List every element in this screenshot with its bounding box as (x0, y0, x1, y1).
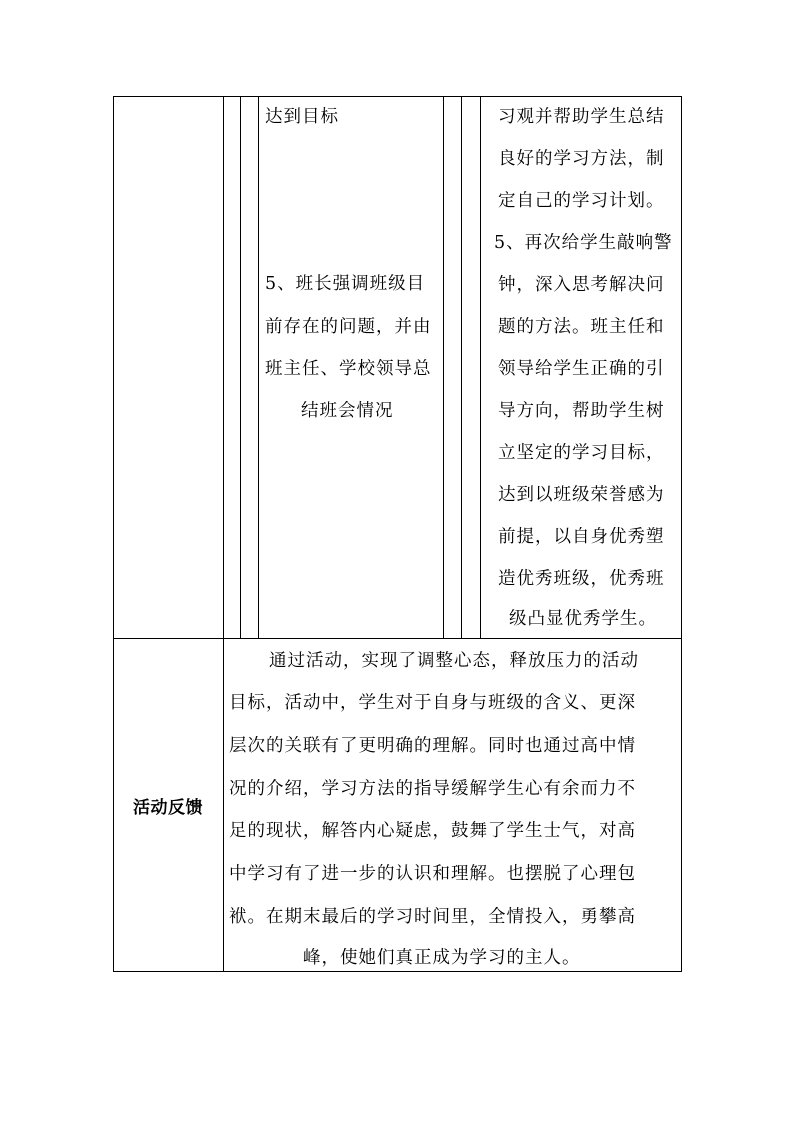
intent-cell (488, 96, 678, 638)
intent-line: 造优秀班级，优秀班 (498, 569, 665, 589)
intent-line: 领导给学生正确的引 (498, 359, 665, 379)
intent-line: 立坚定的学习目标， (498, 443, 665, 463)
feedback-content (229, 638, 677, 972)
feedback-line: 中学习有了进一步的认识和理解。也摆脱了心理包 (229, 864, 636, 884)
intent-line: 习观并帮助学生总结 (498, 107, 665, 127)
activity-table (113, 96, 682, 972)
intent-line: 达到以班级荣誉感为 (498, 485, 665, 505)
intent-line: 5、再次给学生敲响警 (494, 233, 673, 253)
feedback-line: 通过活动，实现了调整心态，释放压力的活动 (269, 651, 639, 671)
col-divider-1 (223, 96, 224, 972)
col-divider-2 (240, 96, 241, 638)
intent-line: 级凸显优秀学生。 (509, 609, 657, 629)
activity-line: 结班会情况 (301, 401, 394, 421)
col-divider-5 (461, 96, 462, 638)
feedback-line: 袱。在期末最后的学习时间里，全情投入，勇攀高 (229, 907, 636, 927)
intent-line: 定自己的学习计划。 (498, 191, 665, 211)
feedback-label: 活动反馈 (133, 797, 203, 818)
activity-line: 达到目标 (265, 107, 339, 127)
intent-line: 导方向，帮助学生树 (498, 401, 665, 421)
feedback-line: 况的介绍，学习方法的指导缓解学生心有余而力不 (229, 779, 636, 799)
col-divider-6 (480, 96, 481, 638)
activity-line: 前存在的问题，并由 (265, 317, 432, 337)
feedback-line: 足的现状，解答内心疑虑，鼓舞了学生士气，对高 (229, 821, 636, 841)
activity-line: 班主任、学校领导总 (265, 359, 432, 379)
intent-line: 良好的学习方法，制 (498, 149, 665, 169)
activity-cell (259, 96, 449, 638)
feedback-line: 层次的关联有了更明确的理解。同时也通过高中情 (229, 736, 636, 756)
intent-line: 题的方法。班主任和 (498, 317, 665, 337)
feedback-line: 目标，活动中，学生对于自身与班级的含义、更深 (229, 693, 636, 713)
feedback-line: 峰，使她们真正成为学习的主人。 (303, 948, 581, 968)
activity-line: 5、班长强调班级目 (265, 274, 426, 294)
intent-line: 钟，深入思考解决问 (498, 275, 665, 295)
intent-line: 前提，以自身优秀塑 (498, 527, 665, 547)
